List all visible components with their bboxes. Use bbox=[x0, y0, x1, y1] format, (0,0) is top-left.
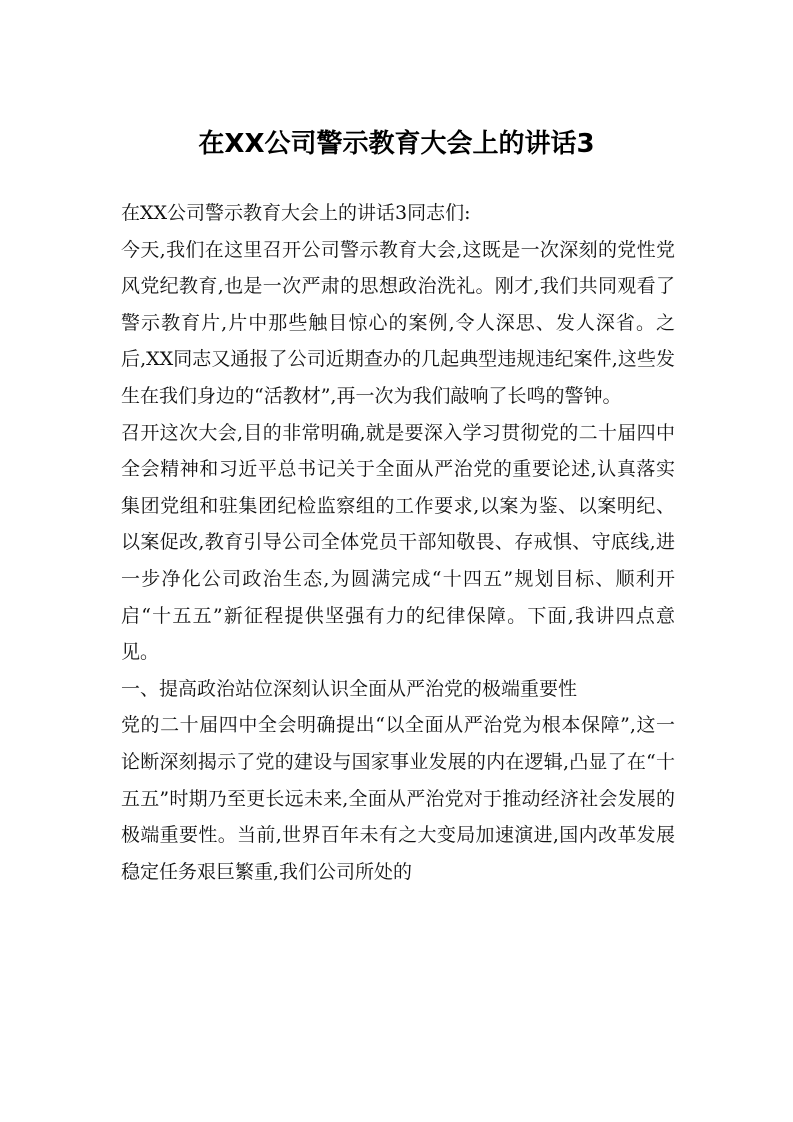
paragraph-opening: 今天,我们在这里召开公司警示教育大会,这既是一次深刻的党性党风党纪教育,也是一次严肃的思想政治洗礼。刚才,我们共同观看了警示教育片,片中那些触目惊心的案例,令人深思、发人深省。之后,XX同志又通报了公司近期查办的几起典型违规违纪案件,这些发生在我们身边的“活教材”,再一次为我们敲响了长鸣的警钟。 bbox=[121, 238, 675, 407]
paragraph-salutation: 在XX公司警示教育大会上的讲话3同志们: bbox=[121, 202, 471, 224]
document-title: 在XX公司警示教育大会上的讲话3 bbox=[198, 129, 595, 159]
paragraph-section-1: 党的二十届四中全会明确提出“以全面从严治党为根本保障”,这一论断深刻揭示了党的建设与国家事业发展的内在逻辑,凸显了在“十五五”时期乃至更长远未来,全面从严治党对于推动经济社会发展的极端重要性。当前,世界百年未有之大变局加速演进,国内改革发展稳定任务艰巨繁重,我们公司所处的 bbox=[121, 714, 675, 883]
section-heading-1: 一、提高政治站位深刻认识全面从严治党的极端重要性 bbox=[121, 677, 578, 700]
paragraph-purpose: 召开这次大会,目的非常明确,就是要深入学习贯彻党的二十届四中全会精神和习近平总书记关于全面从严治党的重要论述,认真落实集团党组和驻集团纪检监察组的工作要求,以案为鉴、以案明纪、以案促改,教育引导公司全体党员干部知敬畏、存戒惧、守底线,进一步净化公司政治生态,为圆满完成“十四五”规划目标、顺利开启“十五五”新征程提供坚强有力的纪律保障。下面,我讲四点意见。 bbox=[121, 421, 675, 664]
document-body bbox=[121, 195, 675, 890]
